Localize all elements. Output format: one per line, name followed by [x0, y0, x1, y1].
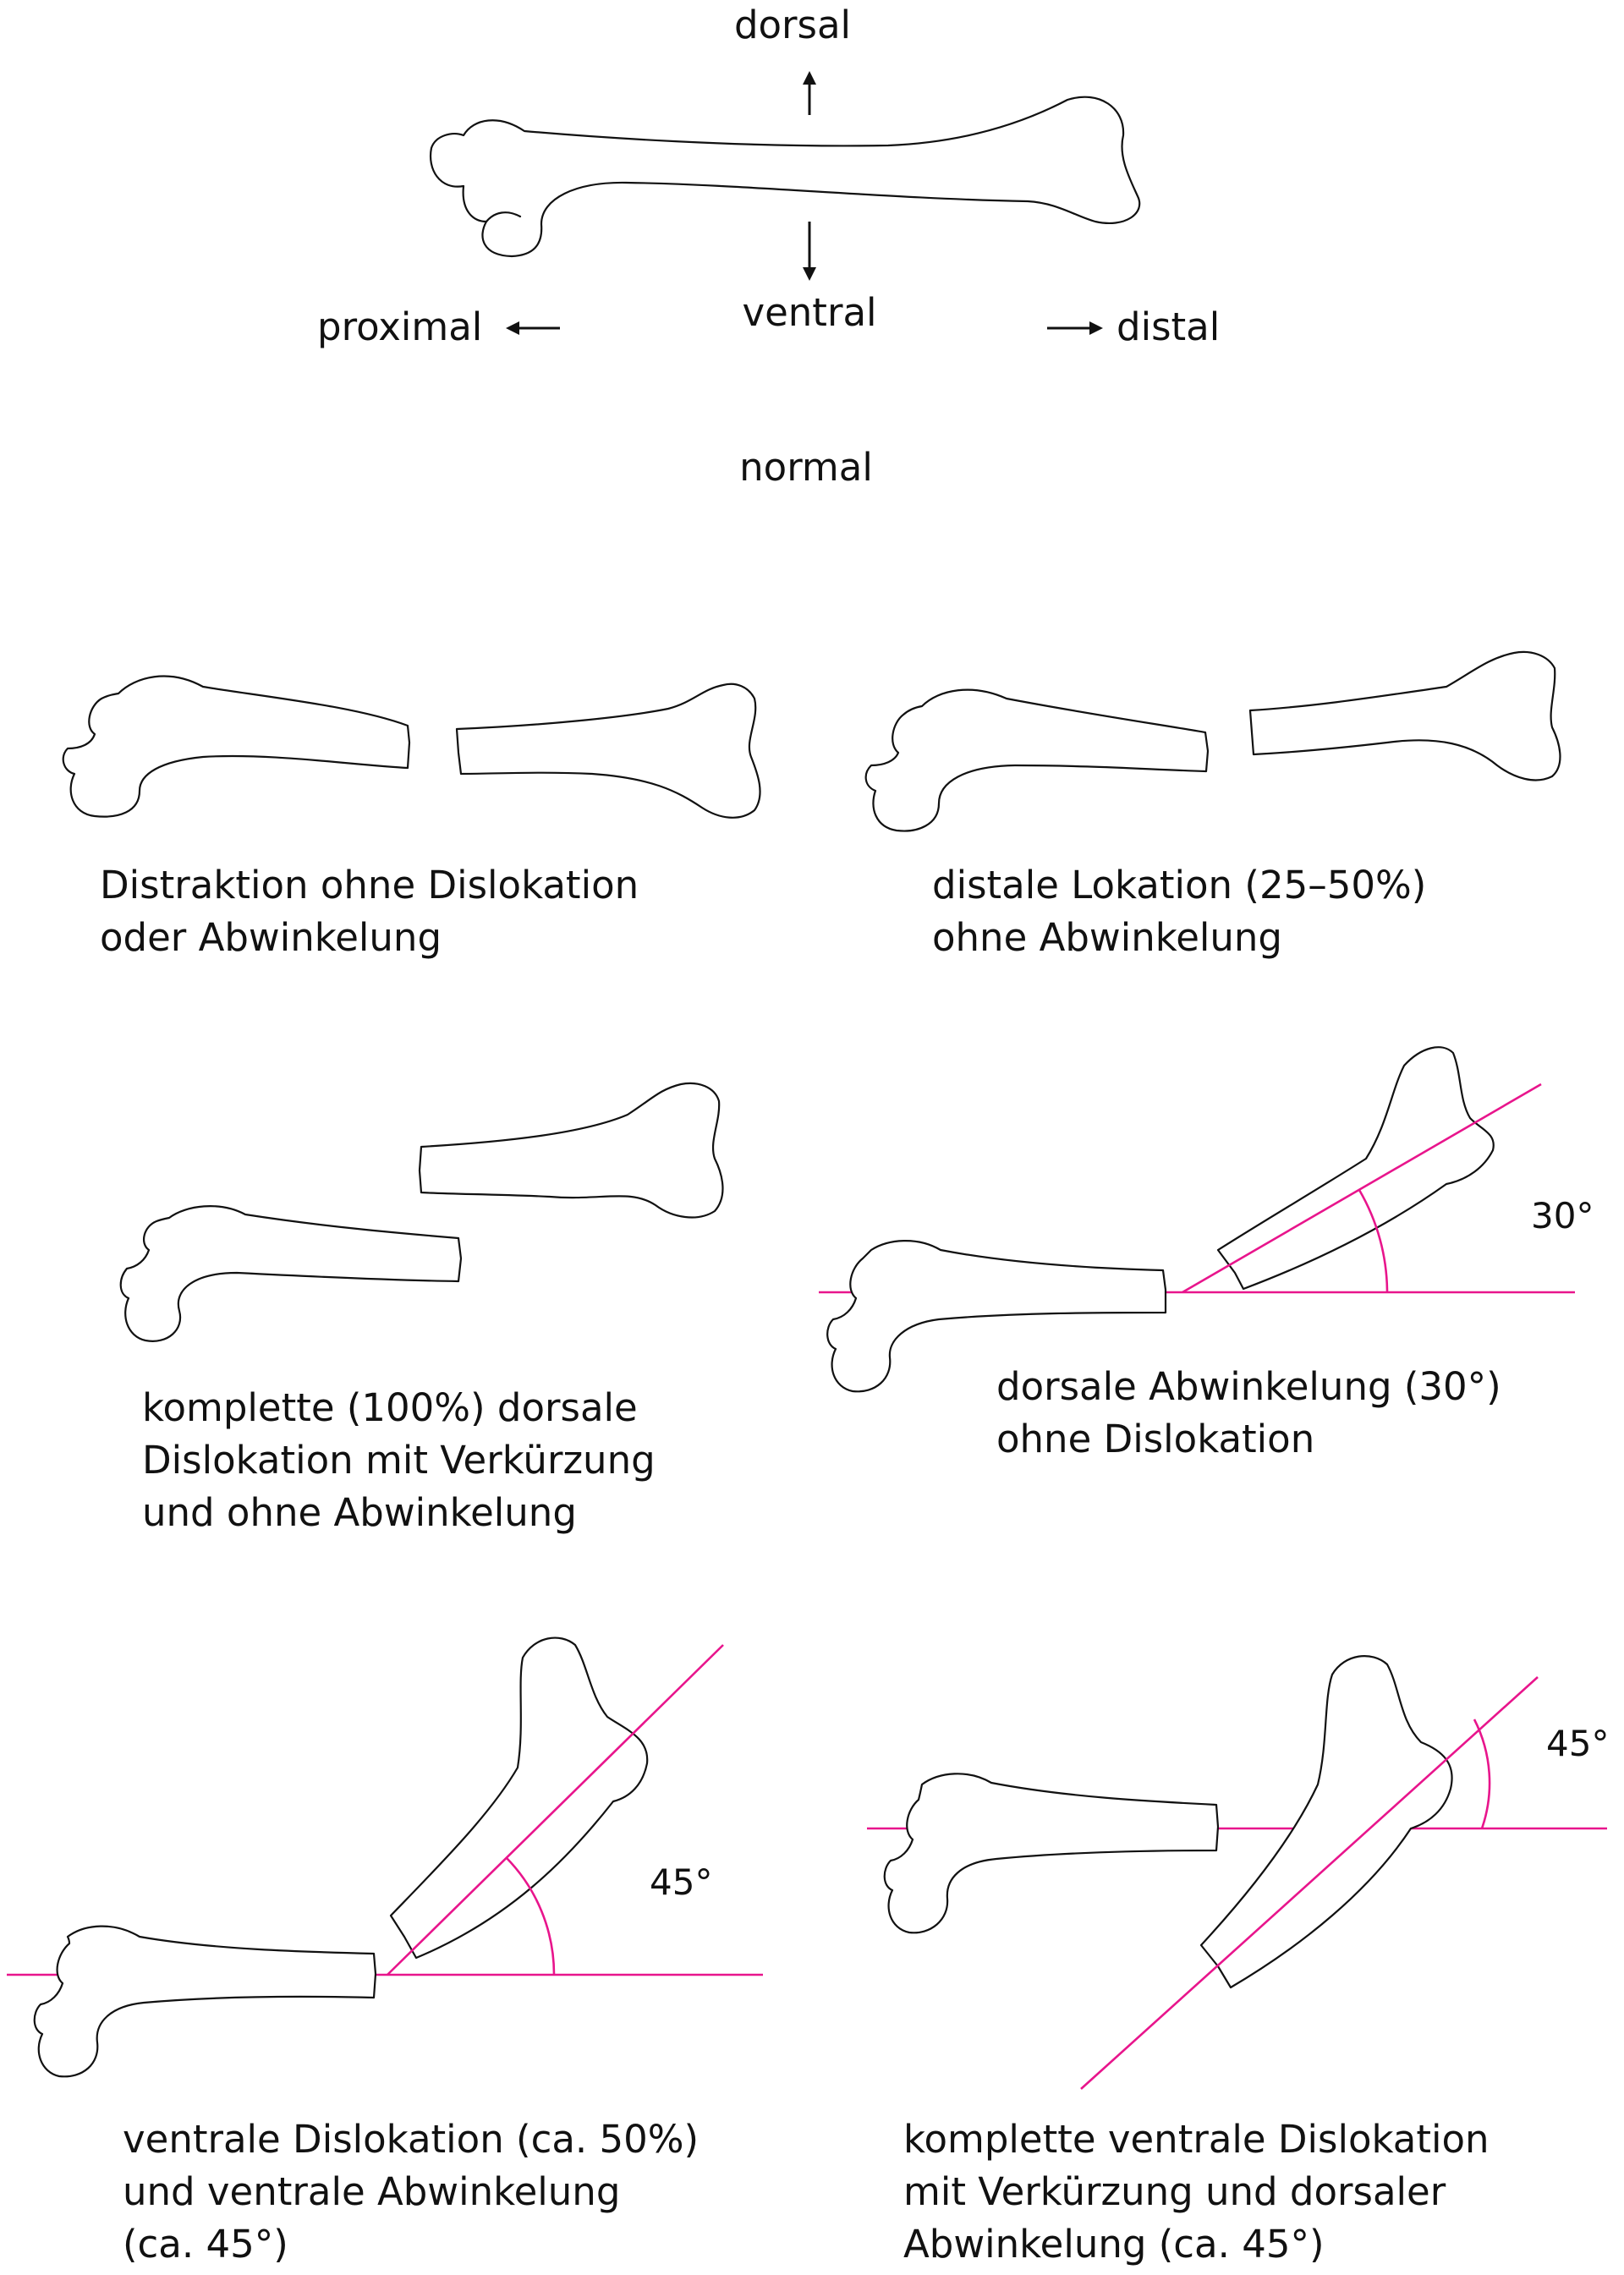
panel-a-proximal-fragment — [63, 677, 409, 817]
panel-c-caption-line3: und ohne Abwinkelung — [142, 1490, 577, 1535]
panel-d-angle-label: 30° — [1531, 1195, 1594, 1236]
ventral-label: ventral — [742, 290, 877, 335]
panel-d-dorsal-angulation — [819, 1047, 1594, 1461]
panel-f-caption-line2: mit Verkürzung und dorsaler — [903, 2169, 1446, 2214]
panel-b-caption-line2: ohne Abwinkelung — [932, 915, 1282, 960]
panel-e-distal-fragment — [391, 1638, 647, 1958]
proximal-arrow — [506, 321, 560, 335]
panel-e-caption-line1: ventrale Dislokation (ca. 50%) — [123, 2117, 700, 2162]
dorsal-label: dorsal — [733, 3, 852, 47]
panel-f-angle-label: 45° — [1546, 1723, 1610, 1764]
panel-d-angle-reference — [1182, 1084, 1541, 1292]
panel-b-proximal-fragment — [866, 690, 1208, 831]
distal-arrow — [1047, 321, 1103, 335]
panel-d-distal-fragment — [1218, 1047, 1494, 1289]
distal-label: distal — [1116, 304, 1221, 349]
panel-f-complete-ventral-dislocation — [867, 1656, 1609, 2267]
panel-e-caption-line3: (ca. 45°) — [123, 2222, 288, 2267]
ventral-arrow — [803, 222, 816, 281]
dorsal-arrow — [803, 71, 816, 115]
panel-f-distal-fragment — [1201, 1656, 1452, 1987]
panel-e-caption-line2: und ventrale Abwinkelung — [123, 2169, 621, 2214]
panel-c-caption-line2: Dislokation mit Verkürzung — [142, 1438, 656, 1483]
panel-c-proximal-fragment — [121, 1206, 461, 1341]
panel-d-caption-line1: dorsale Abwinkelung (30°) — [996, 1364, 1501, 1409]
panel-c-distal-fragment — [420, 1083, 722, 1218]
panel-c-caption-line1: komplette (100%) dorsale — [142, 1385, 638, 1430]
panel-f-angle-arc — [1474, 1719, 1490, 1828]
normal-femur-outline — [431, 97, 1139, 256]
panel-c-dorsal-dislocation — [121, 1083, 723, 1535]
panel-a-distal-fragment — [457, 684, 760, 818]
normal-label: normal — [739, 445, 873, 490]
panel-a-caption-line2: oder Abwinkelung — [100, 915, 442, 960]
proximal-label: proximal — [317, 304, 483, 349]
panel-a-caption-line1: Distraktion ohne Dislokation — [100, 863, 639, 907]
panel-f-caption-line3: Abwinkelung (ca. 45°) — [903, 2222, 1325, 2267]
panel-b-caption-line1: distale Lokation (25–50%) — [932, 863, 1427, 907]
panel-f-proximal-fragment — [885, 1773, 1218, 1932]
panel-b-distal-location — [866, 652, 1561, 960]
panel-e-proximal-fragment — [35, 1927, 376, 2077]
normal-femur — [431, 97, 1139, 256]
panel-f-angle-reference — [1081, 1677, 1538, 2089]
panel-a-distraction — [63, 677, 760, 960]
panel-e-angle-label: 45° — [650, 1861, 713, 1903]
panel-b-distal-fragment — [1250, 652, 1560, 781]
panel-e-ventral-dislocation-angulation — [7, 1638, 763, 2267]
panel-f-caption-line1: komplette ventrale Dislokation — [903, 2117, 1490, 2162]
panel-d-caption-line2: ohne Dislokation — [996, 1417, 1315, 1461]
